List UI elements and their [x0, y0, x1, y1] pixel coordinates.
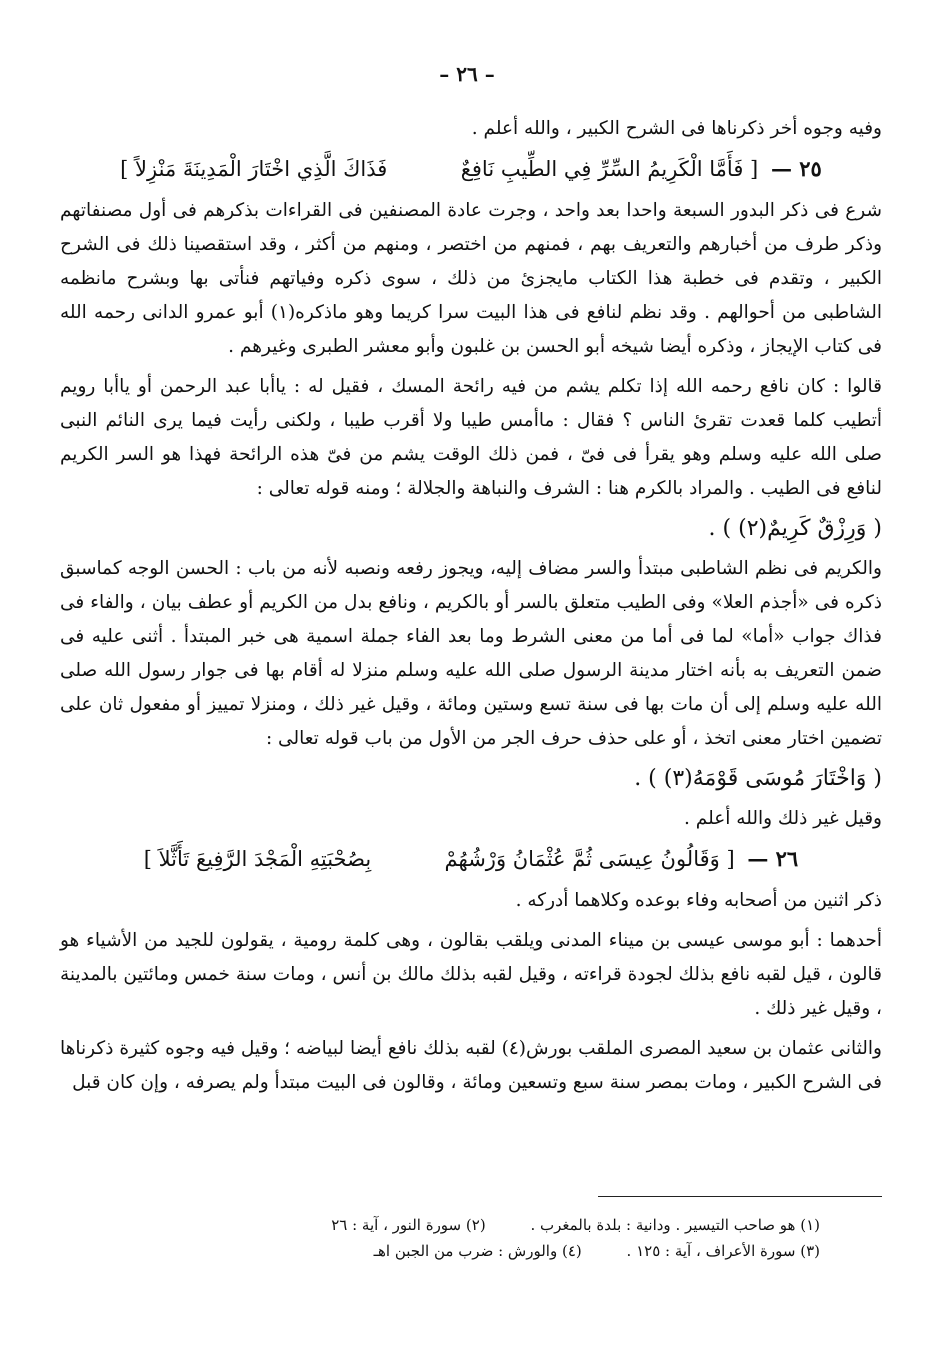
- paragraph: ذكر اثنين من أصحابه وفاء بوعده وكلاهما أدركه .: [515, 890, 882, 911]
- paragraph: والثانى عثمان بن سعيد المصرى الملقب بورش(٤) لقبه بذلك نافع أيضا لبياضه ؛ وقيل فيه وجوه كثيرة ذكرناها فى الشرح الكبير ، ومات بمصر سنة سبع وتسعين ومائة ، وقالون فى البيت مبتدأ ولم يصرفه ، وإن كان قبل: [60, 1038, 882, 1093]
- paragraph: أحدهما : أبو موسى عيسى بن ميناء المدنى ويلقب بقالون ، وهى كلمة رومية ، يقولون للجيد من الأشياء هو قالون ، قيل لقبه نافع بذلك لجودة قراءته ، وقيل لقبه بذلك مالك بن أنس ، ومات سنة خمس ومائتين بالمدينة ، وقيل غير ذلك .: [60, 930, 882, 1019]
- paragraph: قالوا : كان نافع رحمه الله إذا تكلم يشم من فيه رائحة المسك ، فقيل له : ياأبا عبد الرحمن أو ياأبا رويم أتطيب كلما قعدت تقرئ الناس ؟ فقال : ماأمس طيبا ولا أقرب طيبا ، ولكنى رأيت فيما يرى النائم النبى صلى الله عليه وسلم وهو يقرأ فى فىّ ، فمن ذلك الوقت يشم من فىّ هذه الرائحة فهذا هو السر الكريم لنافع فى الطيب . والمراد بالكرم هنا : الشرف والنباهة والجلالة ؛ ومنه قوله تعالى :: [60, 376, 882, 499]
- verse-hemistich-1: [ وَقَالُونُ عِيسَى ثُمَّ عُثْمَانُ وَرْشُهُمْ: [444, 847, 735, 871]
- footnote-row: [60, 1212, 820, 1238]
- verse-number: ٢٥ —: [770, 156, 822, 181]
- paragraph: وقيل غير ذلك والله أعلم .: [684, 808, 882, 829]
- quran-quote: ( وَرِزْقٌ كَرِيمٌ(٢) ) .: [708, 516, 882, 541]
- footnotes: [60, 1212, 820, 1264]
- footnote-divider: [598, 1196, 882, 1197]
- paragraph: وفيه وجوه أخر ذكرناها فى الشرح الكبير ، والله أعلم .: [471, 118, 882, 139]
- paragraph: شرع فى ذكر البدور السبعة واحدا بعد واحد ، وجرت عادة المصنفين فى القراءات بذكرهم فى أول مصنفاتهم وذكر طرف من أخبارهم والتعريف بهم ، فمنهم من اختصر ، ومنهم من أكثر ، وقد استقصينا ذلك فى الشرح الكبير ، وتقدم فى خطبة هذا الكتاب مايجزئ من ذلك ، سوى ذكره وفياتهم فنأتى بها وبشرح مانظمه الشاطبى من أحوالهم . وقد نظم لنافع فى هذا البيت سرا كريما وهو ماذكره(١) أبو عمرو الدانى رحمه الله فى كتاب الإيجاز ، وذكره أيضا شيخه أبو الحسن بن غلبون وأبو معشر الطبرى وغيرهم .: [60, 200, 882, 357]
- footnote-row: [60, 1238, 820, 1264]
- verse-25: [60, 152, 882, 186]
- verse-number: ٢٦ —: [747, 846, 799, 871]
- footnote-3: (٣) سورة الأعراف ، آية : ١٢٥ .: [626, 1242, 820, 1260]
- footnote-2: (٢) سورة النور ، آية : ٢٦: [331, 1216, 486, 1234]
- verse-hemistich-2: بِصُحْبَتِهِ الْمَجْدَ الرَّفِيعَ تَأَثَّلاَ ]: [143, 847, 372, 871]
- verse-hemistich-2: فَذَاكَ الَّذِي اخْتَارَ الْمَدِينَةَ مَنْزِلاً ]: [120, 157, 388, 181]
- page-number: – ٢٦ –: [439, 62, 495, 86]
- quran-quote: ( وَاخْتَارَ مُوسَى قَوْمَهُ(٣) ) .: [634, 766, 882, 791]
- footnote-1: (١) هو صاحب التيسير . ودانية : بلدة بالمغرب .: [530, 1216, 820, 1234]
- verse-26: [60, 842, 882, 876]
- footnote-4: (٤) والورش : ضرب من الجبن اهـ: [373, 1242, 582, 1260]
- main-text: [60, 112, 882, 1106]
- verse-hemistich-1: [ فَأَمَّا الْكَرِيمُ السِّرِّ فِي الطِّيبِ نَافِعٌ: [460, 157, 759, 181]
- paragraph: والكريم فى نظم الشاطبى مبتدأ والسر مضاف إليه، ويجوز رفعه ونصبه لأنه من باب : الحسن الوجه كماسبق ذكره فى «أجذم العلا» وفى الطيب متعلق بالسر أو بالكريم ، ونافع بدل من الكريم أو عطف بيان ، والفاء فى فذاك جواب «أما» لما فى أما من معنى الشرط وما بعد الفاء جملة اسمية هى خبر المبتدأ . أثنى عليه فى ضمن التعريف به بأنه اختار مدينة الرسول صلى الله عليه وسلم منزلا له أقام بها فى جوار رسول الله صلى الله عليه وسلم إلى أن مات بها فى سنة تسع وستين ومائة ، وقيل غير ذلك ، ومنزلا تمييز أو مفعول ثان على تضمين اختار معنى اتخذ ، أو على حذف حرف الجر من الأول من باب قوله تعالى :: [60, 558, 882, 749]
